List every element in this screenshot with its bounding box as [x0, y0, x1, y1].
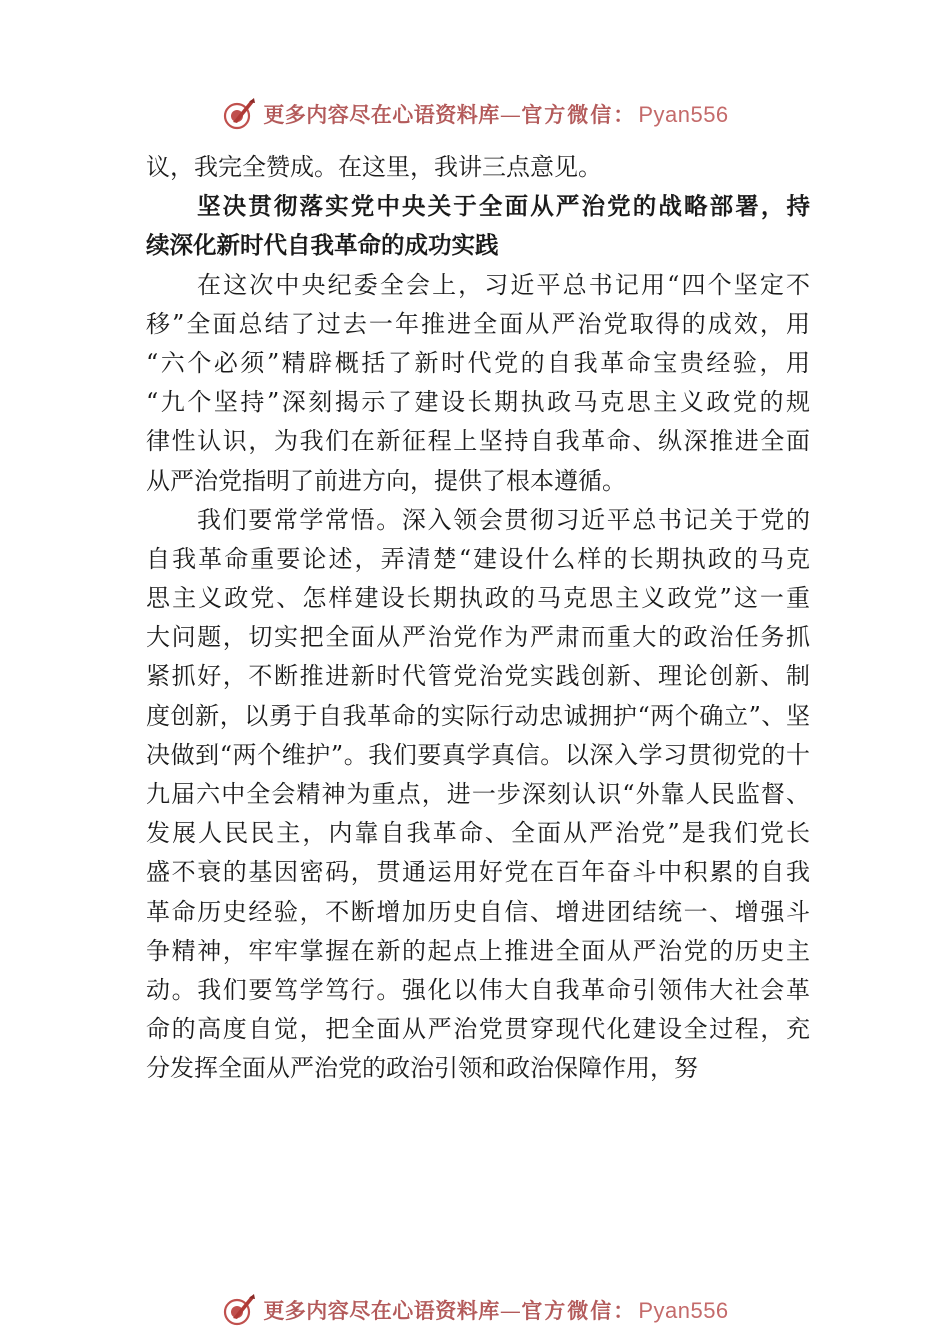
heading-line: 续深化新时代自我革命的成功实践	[146, 231, 499, 260]
banner-wechat-id: Pyan556	[638, 1298, 729, 1323]
paragraph-line: 分发挥全面从严治党的政治引领和政治保障作用，努	[146, 1054, 698, 1083]
paragraph-line: 决做到“两个维护”。我们要真学真信。以深入学习贯彻党的十	[146, 740, 810, 769]
paragraph-line: 自我革命重要论述，弄清楚“建设什么样的长期执政的马克	[146, 544, 810, 573]
paragraph-line: 思主义政党、怎样建设长期执政的马克思主义政党”这一重	[146, 584, 810, 613]
paragraph-line: 移”全面总结了过去一年推进全面从严治党取得的成效，用	[146, 309, 810, 338]
paragraph-line: 动。我们要笃学笃行。强化以伟大自我革命引领伟大社会革	[146, 975, 810, 1004]
banner-separator: —	[499, 103, 522, 127]
paragraph-line: 度创新，以勇于自我革命的实际行动忠诚拥护“两个确立”、坚	[146, 701, 810, 730]
section-heading	[146, 187, 810, 265]
opening-line: 议，我完全赞成。在这里，我讲三点意见。	[146, 153, 602, 181]
paragraph-line: “六个必须”精辟概括了新时代党的自我革命宝贵经验，用	[146, 348, 810, 377]
paragraph-line: 紧抓好，不断推进新时代管党治党实践创新、理论创新、制	[146, 662, 810, 691]
quill-pen-seal-icon	[221, 96, 257, 132]
paragraph-line: 大问题，切实把全面从严治党作为严肃而重大的政治任务抓	[146, 623, 810, 652]
banner-main-text: 更多内容尽在心语资料库	[263, 1298, 500, 1323]
footer-watermark-banner	[0, 1290, 950, 1330]
heading-line: 坚决贯彻落实党中央关于全面从严治党的战略部署，持	[197, 192, 810, 221]
paragraph-line: 九届六中全会精神为重点，进一步深刻认识“外靠人民监督、	[146, 780, 810, 808]
paragraph-line: “九个坚持”深刻揭示了建设长期执政马克思主义政党的规	[146, 388, 810, 417]
banner-main-text: 更多内容尽在心语资料库	[263, 102, 500, 127]
quill-pen-seal-icon	[221, 1292, 257, 1328]
document-body	[146, 148, 810, 1089]
paragraph-line: 盛不衰的基因密码，贯通运用好党在百年奋斗中积累的自我	[146, 858, 810, 887]
paragraph-line: 命的高度自觉，把全面从严治党贯穿现代化建设全过程，充	[146, 1015, 810, 1044]
paragraph-2	[146, 501, 810, 1089]
paragraph-line: 从严治党指明了前进方向，提供了根本遵循。	[146, 466, 626, 495]
header-watermark-banner	[0, 94, 950, 134]
banner-wechat-id: Pyan556	[638, 102, 729, 127]
paragraph-line: 发展人民民主，内靠自我革命、全面从严治党”是我们党长	[146, 819, 810, 848]
paragraph-line: 律性认识，为我们在新征程上坚持自我革命、纵深推进全面	[146, 427, 810, 456]
paragraph-line: 我们要常学常悟。深入领会贯彻习近平总书记关于党的	[197, 505, 810, 534]
banner-wechat-label: 官方微信：	[521, 1298, 637, 1323]
paragraph-line: 革命历史经验，不断增加历史自信、增进团结统一、增强斗	[146, 897, 810, 926]
banner-wechat-label: 官方微信：	[521, 102, 637, 127]
paragraph-1	[146, 266, 810, 501]
banner-separator: —	[499, 1299, 522, 1323]
paragraph-line: 在这次中央纪委全会上，习近平总书记用“四个坚定不	[197, 270, 810, 299]
paragraph-line: 争精神，牢牢掌握在新的起点上推进全面从严治党的历史主	[146, 936, 810, 965]
